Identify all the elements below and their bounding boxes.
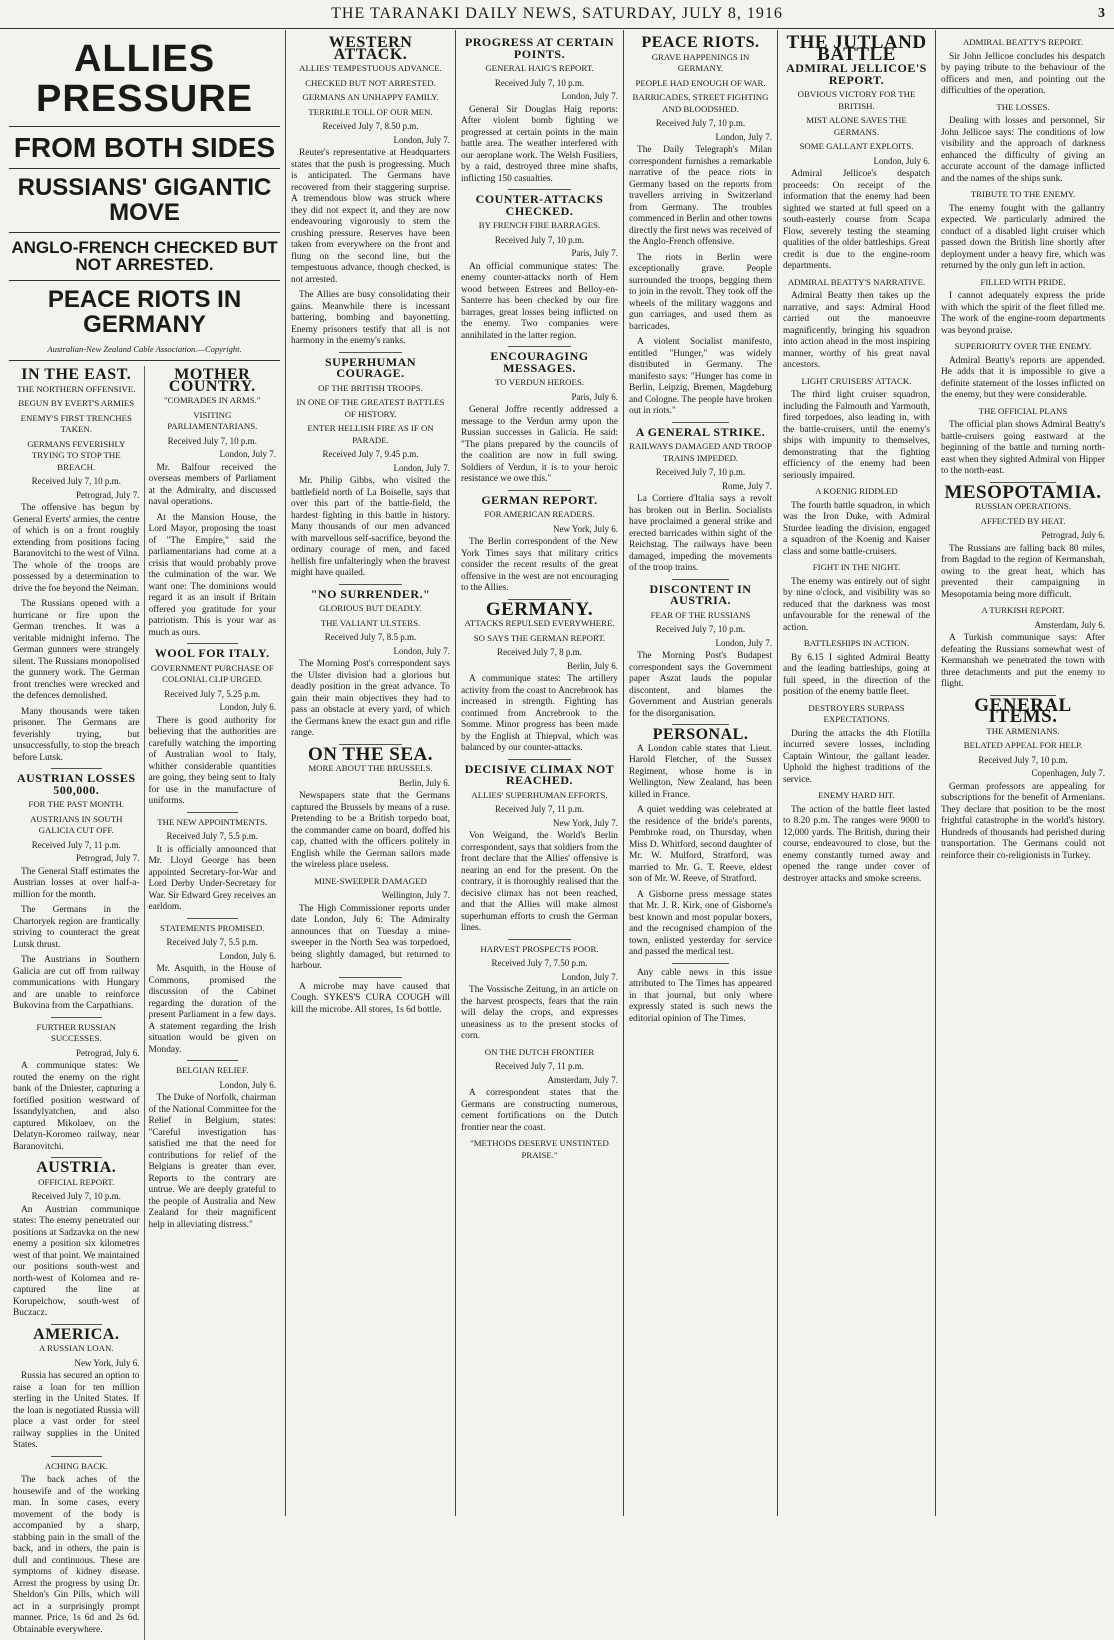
article-paragraph: The third light cruiser squadron, including the Falmouth and Yarmouth, fired torpedoes, also leading in, with the battle-cruisers, until the enemy's ships with impunity to themselves, demonstrating that the fighting efficiency of the enemy had been seriously impaired.	[783, 390, 930, 481]
subheading: DESTROYERS SURPASS EXPECTATIONS.	[808, 702, 905, 724]
divider	[508, 346, 571, 347]
dateline: Wellington, July 7.	[381, 890, 450, 900]
subheading: BEGUN BY EVERT'S ARMIES	[18, 398, 135, 409]
subheading: OF THE BRITISH TROOPS.	[318, 382, 423, 393]
dateline: London, July 7.	[715, 131, 772, 142]
advertisement-text: A microbe may have caused that Cough. SYKES'S CURA COUGH will kill the microbe. All stores, 1s 6d bottle.	[291, 981, 450, 1015]
article-paragraph: Reuter's representative at Headquarters states that the push is progressing. Much is anticipated. The Germans have recovered from their staggering surprise. A tremendous blow was struck where they did not expect it, and they are now endeavouring vigorously to stem the crushing pressure. Reserves have been taken from everywhere on the front and flung on the second line, but the tempestuous advance, though checked, is not arrested.	[291, 148, 450, 285]
received-line: Received July 7, 8 p.m.	[497, 647, 582, 657]
subheading: THE NEW APPOINTMENTS.	[157, 816, 268, 827]
dateline: Amsterdam, July 6.	[1034, 619, 1105, 630]
article-paragraph: The General Staff estimates the Austrian losses at over half-a-million for the month.	[13, 866, 140, 900]
article-paragraph: A correspondent states that the Germans are constructing numerous, cement fortifications on the Dutch frontier near the coast.	[461, 1088, 618, 1133]
received-line: Received July 7, 10 p.m.	[31, 1191, 121, 1202]
headline-3: RUSSIANS' GIGANTIC MOVE	[17, 174, 272, 227]
subheading: MIST ALONE SAVES THE GERMANS.	[806, 115, 907, 137]
received-line: Received July 7, 10 p.m.	[655, 118, 746, 128]
received-line: Received July 7, 11 p.m.	[495, 804, 584, 814]
subheading: VISITING PARLIAMENTARIANS.	[167, 409, 258, 432]
article-paragraph: During the attacks the 4th Flotilla incurred severe losses, including Captain Wintour, the gallant leader. Uphold the highest traditions of the service.	[783, 728, 930, 785]
notice-text: Any cable news in this issue attributed to The Times has appeared in that journal, but only where expressly stated is such news the editorial opinion of The Times.	[629, 967, 772, 1024]
article-paragraph: A violent Socialist manifesto, entitled "Hunger," was widely distributed in Germany. The manifesto says: "Hunger has come in Berlin, Leipzig, Bremen, Magdeburg and Cologne. The people have broken out in riots."	[629, 337, 772, 416]
dateline: London, July 7.	[561, 971, 618, 982]
article-paragraph: The Germans in the Chartoryek region are frantically striving to counteract the great Lutsk thrust.	[13, 905, 140, 950]
dateline: London, July 7.	[393, 134, 450, 145]
article-paragraph: Admiral Beatty's reports are appended. He adds that it is impossible to give a definite statement of the losses inflicted on the enemy, but they were considerable.	[941, 355, 1105, 400]
dateline: London, July 6.	[219, 950, 276, 961]
received-line: Received July 7, 7.50 p.m.	[491, 958, 588, 968]
column-6	[936, 30, 1110, 1516]
divider	[672, 963, 729, 964]
divider	[9, 360, 280, 361]
lead-subcolumns	[9, 366, 280, 1640]
article-paragraph: The Duke of Norfolk, chairman of the National Committee for the Relief in Belgium, states: "Careful investigation has satisfied me that the need for contributions for relief of the Belgians is greater than ever. Reports to the contrary are untrue. We are deeply grateful to the people of Australia and New Zealand for their magnificent help in alleviating distress."	[148, 1093, 276, 1230]
dateline: Berlin, July 6.	[567, 660, 618, 671]
article-paragraph: Mr. Balfour received the overseas members of Parliament at the Admiralty, and discussed naval operations.	[148, 462, 276, 508]
subheading: TRIBUTE TO THE ENEMY.	[970, 189, 1076, 199]
section-title: GERMAN REPORT.	[481, 492, 598, 507]
subheading: PEOPLE HAD ENOUGH OF WAR.	[635, 77, 766, 88]
cable-credit: Australian-New Zealand Cable Association.—Copyright.	[47, 343, 242, 354]
subheading: THE OFFICIAL PLANS	[978, 405, 1068, 416]
subheading: ENTER HELLISH FIRE AS IF ON PARADE.	[307, 423, 434, 445]
article-paragraph: The High Commissioner reports under date London, July 6: The Admiralty announces that on Tuesday a mine-sweeper in the North Sea was torpedoed, being slightly damaged, but returned to harbour.	[291, 903, 450, 971]
subcolumn-mother-country	[145, 366, 281, 1640]
subheading: THE ARMENIANS.	[986, 725, 1060, 736]
article-paragraph: The riots in Berlin were exceptionally grave. People surrounded the troops, begging them to join in the revolt. They took off the wheels of the military waggons and gun carriages, and used them as barricades.	[629, 252, 772, 332]
subheading: OFFICIAL REPORT.	[38, 1176, 115, 1187]
article-paragraph: There is good authority for believing that the authorities are carefully watching the importing of Australian wool to Italy, whither considerable quantities are going, they being sent to Italy for use in the manufacture of uniforms.	[148, 715, 276, 807]
subheading: FOR AMERICAN READERS.	[484, 509, 595, 519]
column-3	[456, 30, 624, 1516]
subheading: A TURKISH REPORT.	[981, 605, 1065, 615]
article-paragraph: Von Weigand, the World's Berlin correspondent, says that soldiers from the front declare that the Allies' offensive is nearing an end for the present. On the contrary, it is thoroughly realised that the decisive climax has not been reached, and that the Allies will make almost superhuman efforts to crush the German lines.	[461, 831, 618, 933]
dateline: London, July 7.	[393, 645, 450, 656]
received-line: Received July 7, 10 p.m.	[978, 754, 1068, 765]
subheading: HARVEST PROSPECTS POOR.	[480, 943, 599, 954]
section-title: ADMIRAL JELLICOE'S REPORT.	[786, 61, 927, 87]
dateline: London, July 6.	[219, 702, 276, 713]
subheading: RUSSIAN OPERATIONS.	[975, 501, 1071, 511]
subheading: FEAR OF THE RUSSIANS	[650, 609, 751, 620]
section-title: GENERAL ITEMS.	[974, 694, 1072, 727]
article-paragraph: The Russians are falling back 80 miles, from Bagdad to the region of Kermanshah, owing to the great heat, which has prevented their campaigning in Mesopotamia being more difficult.	[941, 543, 1105, 600]
section-title: AUSTRIA.	[36, 1159, 117, 1177]
divider	[51, 768, 102, 769]
article-paragraph: The offensive has begun by General Everts' armies, the centre of which is on a front roughly extending from positions facing Baranovitchi to the west of Vilna. The whole of the troops are possessed by a determination to drive the foe beyond the Neiman.	[13, 503, 140, 594]
dateline: London, July 7.	[561, 91, 618, 101]
article-paragraph: La Corriere d'Italia says a revolt has broken out in Berlin. Socialists have proclaimed a general strike and erected barricades within sight of the Reichstag. The railways have been damaged, impeding the movements of the troop trains.	[629, 494, 772, 573]
article-paragraph: A quiet wedding was celebrated at the residence of the bride's parents, Pembroke road, on Thursday, when Miss D. Whitford, second daughter of Mr. W. Mulford, Stratford, was married to Mr. G. T. Reeve, eldest son of Mr. W. Reeve, of Stratford.	[629, 805, 772, 884]
subheading: TO VERDUN HEROES.	[495, 377, 584, 387]
article-paragraph: Mr. Asquith, in the House of Commons, promised the discussion of the Cabinet regarding the duration of the present Parliament in a few days. A statement regarding the Irish situation would be given on Monday.	[148, 964, 276, 1055]
dateline: Petrograd, July 6.	[76, 1047, 140, 1058]
section-title: AMERICA.	[33, 1325, 120, 1343]
received-line: Received July 7, 10 p.m.	[494, 77, 585, 88]
subheading: BARRICADES, STREET FIGHTING AND BLOODSHED.	[632, 92, 769, 114]
divider	[51, 1017, 102, 1018]
section-title: AUSTRIAN LOSSES 500,000.	[16, 771, 136, 797]
divider	[187, 918, 238, 919]
divider	[9, 126, 280, 127]
column-4	[624, 30, 778, 1516]
dateline: New York, July 6.	[552, 523, 618, 534]
section-title: SUPERHUMAN COURAGE.	[325, 354, 416, 380]
received-line: Received July 7, 10 p.m.	[655, 624, 746, 634]
article-paragraph: General Joffre recently addressed a message to the Verdun army upon the Russian successes in Galicia. He said: "The plans prepared by the councils of the coalition are now in full swing. Soldiers of Verdun, it is to your heroic resistance we owe this."	[461, 405, 618, 484]
page-number: 3	[1098, 6, 1106, 21]
article-paragraph: The Vossische Zeitung, in an article on the harvest prospects, fears that the rain will delay the crops, and expresses uneasiness as to the present stocks of corn.	[461, 985, 618, 1041]
received-line: Received July 7, 11 p.m.	[495, 1061, 584, 1071]
received-line: Received July 7, 5.5 p.m.	[166, 937, 258, 948]
dateline: Petrograd, July 6.	[1041, 530, 1105, 540]
divider	[672, 422, 729, 423]
section-title: ON THE SEA.	[308, 743, 433, 765]
article-paragraph: The Russians opened with a hurricane or fire upon the German trenches. It was a veritable midnight inferno. The German gunners were strangely silent. The Russians monopolised the gunnery work. The German front trenches were wrecked and the defences demolished.	[13, 599, 140, 702]
section-title: COUNTER-ATTACKS CHECKED.	[475, 192, 604, 218]
article-paragraph: German professors are appealing for subscriptions for the benefit of Armenians. They declare that position to be the most frightful catastrophe in the world's history. Hundreds of thousands had perished during transportation. The Germans could not reinforce their co-religionists in Turkey.	[941, 781, 1105, 861]
divider	[9, 280, 280, 281]
subheading: GOVERNMENT PURCHASE OF COLONIAL CLIP URGED.	[150, 662, 274, 685]
received-line: Received July 7, 10 p.m.	[494, 234, 585, 245]
section-title: MESOPOTAMIA.	[944, 481, 1102, 503]
received-line: Received July 7, 8.5 p.m.	[324, 632, 417, 642]
subheading: BELATED APPEAL FOR HELP.	[963, 740, 1083, 750]
divider	[51, 1157, 102, 1158]
article-paragraph: The Allies are busy consolidating their gains. Meanwhile there is incessant battering, bombing and bayonetting. Enemy prisoners testify that all is not harmony in the enemy's ranks.	[291, 290, 450, 346]
subheading: BATTLESHIPS IN ACTION.	[803, 638, 910, 648]
dateline: London, July 7.	[393, 462, 450, 473]
article-paragraph: A communique states: We routed the enemy on the right bank of the Dniester, capturing a fortified position westward of Issandylyatchen, and also captured Mikolaev, on the Delatyn-Koromeo railway, near Baranovitchi.	[13, 1061, 140, 1152]
divider	[508, 759, 571, 760]
subheading: "COMRADES IN ARMS."	[164, 395, 261, 406]
subheading: THE LOSSES.	[996, 101, 1050, 112]
divider	[339, 977, 403, 978]
article-paragraph: Admiral Jellicoe's despatch proceeds: On receipt of the information that the enemy had been sighted we started at full speed on a south-easterly course from Scapa Flow, severely testing the steaming qualities of the older battleships. Great credit is due to the engine-room departments.	[783, 169, 930, 271]
subheading: A RUSSIAN LOAN.	[38, 1343, 114, 1354]
subheading: ALLIES' TEMPESTUOUS ADVANCE.	[299, 63, 442, 73]
article-paragraph: A Gisborne press message states that Mr. J. R. Kirk, one of Gisborne's best known and most popular boxers, and the recognised champion of the town, enlisted yesterday for service and passed the medical test.	[629, 889, 772, 957]
dateline: Paris, July 6.	[571, 391, 618, 402]
article-paragraph: Mr. Philip Gibbs, who visited the battlefield north of La Boiselle, says that over this part of the battle-field, the hardest fighting in this battle in history. Many thousands of our men advanced with marvellous self-sacrifice, beyond the ordinary courage of men, and faced hellish fire unfalteringly when the bravest might have quailed.	[291, 476, 450, 578]
dateline: Paris, July 7.	[571, 248, 618, 258]
article-paragraph: A communique states: The artillery activity from the coast to Ancrebrook has increased in strength. Fighting has continued from Ancrebrook to the Somme. Minor progress has been made by the English at Thiepval, which was balanced by our counter-attacks.	[461, 674, 618, 753]
subheading: SO SAYS THE GERMAN REPORT.	[473, 632, 606, 643]
article-paragraph: An official communique states: The enemy counter-attacks north of Hem wood between Estrees and Belloy-en-Santerre has been checked by our fire barrages, great losses being inflicted on the enemy. Two companies were annihilated in the latter region.	[461, 261, 618, 341]
subheading: ON THE DUTCH FRONTIER	[484, 1046, 595, 1057]
article-paragraph: A Turkish communique says: After defeating the Russians somewhat west of Kermanshah we penetrated the town with three detachments and put the enemy to flight.	[941, 633, 1105, 689]
article-paragraph: Newspapers state that the Germans captured the Brussels by means of a ruse. Pretending to be a British torpedo boat, the commander came on board, doffed his cap, chatted with the officers politely in English while the German sailors made the wireless place useless.	[291, 791, 450, 870]
subheading: A KOENIG RIDDLED	[815, 486, 898, 496]
received-line: Received July 7, 5.5 p.m.	[166, 831, 258, 842]
subheading: AUSTRIANS IN SOUTH GALICIA CUT OFF.	[30, 813, 123, 836]
article-paragraph: It is officially announced that Mr. Lloyd George has been appointed Secretary-for-War and Lord Derby Under-Secretary for War. Sir Edward Grey receives an earldom.	[148, 844, 276, 913]
article-paragraph: The Morning Post's correspondent says the Ulster division had a glorious but deadly position in the great advance. To gain their main objectives they had to pass an obstacle at every yard, of which the Germans knew the exact gun and rifle range.	[291, 659, 450, 738]
subheading: ADMIRAL BEATTY'S NARRATIVE.	[787, 276, 926, 287]
article-paragraph: The enemy was entirely out of sight by nine o'clock, and visibility was so reduced that the darkness was most unfavourable for the renewal of the action.	[783, 576, 930, 633]
headline-5: PEACE RIOTS IN GERMANY	[47, 286, 242, 339]
subheading: GERMANS FEVERISHLY TRYING TO STOP THE BREACH.	[27, 438, 126, 472]
subheading: ENEMY HARD HIT.	[818, 790, 895, 800]
section-title: ENCOURAGING MESSAGES.	[490, 349, 589, 375]
subheading: GENERAL HAIG'S REPORT.	[485, 63, 594, 73]
divider	[187, 812, 238, 813]
section-title: PERSONAL.	[652, 726, 749, 743]
received-line: Received July 7, 5.25 p.m.	[164, 688, 261, 699]
article-paragraph: The Morning Post's Budapest correspondent says the Government paper Aszat lauds the popular discontent, and blames the Government and Austrian generals for the disorganisation.	[629, 651, 772, 719]
section-title: A GENERAL STRIKE.	[635, 424, 766, 439]
subheading: ALLIES' SUPERHUMAN EFFORTS.	[471, 789, 608, 800]
article-paragraph: A London cable states that Lieut. Harold Fletcher, of the Sussex Regiment, whose home is in Wellington, New Zealand, has been killed in France.	[629, 743, 772, 800]
headline-main: ALLIES PRESSURE	[35, 38, 254, 120]
subheading: BELGIAN RELIEF.	[176, 1065, 249, 1076]
divider	[672, 579, 729, 580]
advertisement-text: The back aches of the housewife and of the working man. In some cases, every movement of the body is accompanied by a sharp, stabbing pain in the small of the back, and in others, the pain is dull and continuous. These are symptoms of kidney disease. Arrest the progress by using Dr. Sheldon's Gin Pills, which will act in a surprisingly prompt manner. Price, 1s 6d and 2s 6d. Obtainable everywhere.	[13, 1475, 140, 1635]
subheading: SUPERIORITY OVER THE ENEMY.	[954, 341, 1092, 351]
subheading: RAILWAYS DAMAGED AND TROOP TRAINS IMPEDED.	[629, 441, 772, 463]
section-title: GERMANY.	[485, 598, 594, 620]
received-line: Received July 7, 9.45 p.m.	[322, 449, 419, 459]
dateline: London, July 7.	[219, 449, 276, 460]
subheading: AFFECTED BY HEAT.	[980, 515, 1066, 526]
subcolumn-east	[9, 366, 145, 1640]
article-paragraph: The official plan shows Admiral Beatty's battle-cruisers going eastward at the beginning of the battle and turning north-east when they sighted Admiral von Hipper to the north-east.	[941, 420, 1105, 476]
divider	[508, 939, 571, 940]
subheading: OBVIOUS VICTORY FOR THE BRITISH.	[797, 89, 916, 111]
section-title: PEACE RIOTS.	[641, 34, 760, 51]
headline-2: FROM BOTH SIDES	[13, 131, 276, 163]
divider	[339, 584, 403, 585]
subheading: MINE-SWEEPER DAMAGED	[314, 875, 427, 886]
section-title: IN THE EAST.	[21, 366, 132, 384]
divider	[9, 168, 280, 169]
subheading: GERMANS AN UNHAPPY FAMILY.	[302, 92, 439, 102]
dateline: New York, July 7.	[552, 817, 618, 828]
subheading: FOR THE PAST MONTH.	[28, 799, 125, 810]
subheading: THE VALIANT ULSTERS.	[320, 617, 421, 628]
received-line: Received July 7, 10 p.m.	[655, 467, 746, 477]
article-paragraph: By 6.15 I sighted Admiral Beatty and the leading battleships, going at full speed, in the direction of the position of the enemy battle fleet.	[783, 652, 930, 697]
subheading: GRAVE HAPPENINGS IN GERMANY.	[651, 51, 750, 73]
article-paragraph: The action of the battle fleet lasted to 8.20 p.m. The ranges were 9000 to 12,000 yards. The British, during their course, endeavoured to close, but the enemy constantly turned away and opened the range under cover of destroyer attacks and smoke screens.	[783, 804, 930, 884]
column-1	[4, 30, 286, 1635]
article-paragraph: The Berlin correspondent of the New York Times says that military critics consider the recent results of the great offensive in the west are not encouraging to the Allies.	[461, 537, 618, 593]
column-2	[286, 30, 456, 1516]
dateline: London, July 6.	[873, 155, 930, 166]
article-paragraph: Many thousands were taken prisoner. The Germans are feverishly trying, but unsuccessfully, to stop the breach before Lutsk.	[13, 706, 140, 763]
masthead	[0, 0, 1114, 29]
subheading: ADMIRAL BEATTY'S REPORT.	[962, 37, 1084, 47]
subheading: GLORIOUS BUT DEADLY.	[319, 603, 422, 613]
subheading: FIGHT IN THE NIGHT.	[812, 562, 901, 572]
subheading: IN ONE OF THE GREATEST BATTLES OF HISTORY.	[296, 397, 445, 419]
subheading: STATEMENTS PROMISED.	[160, 922, 265, 933]
divider	[508, 189, 571, 190]
subheading: ENEMY'S FIRST TRENCHES TAKEN.	[20, 412, 132, 435]
subheading: MORE ABOUT THE BRUSSELS.	[308, 763, 433, 773]
dateline: Petrograd, July 7.	[76, 489, 140, 500]
article-paragraph: The Austrians in Southern Galicia are cut off from railway communications with Hungary and are unable to reinforce Bukovina from the Carpathians.	[13, 955, 140, 1012]
article-paragraph: Sir John Jellicoe concludes his despatch by paying tribute to the behaviour of the officers and men, and pointing out the difficulties of the operation.	[941, 51, 1105, 96]
article-paragraph: The Daily Telegraph's Milan correspondent furnishes a remarkable narrative of the peace riots in Germany based on the reports from travellers arriving in Switzerland from Germany. The troubles commenced in Berlin and other towns directly the first news was received of the Anglo-French offensive.	[629, 145, 772, 247]
headline-4: ANGLO-FRENCH CHECKED BUT NOT ARRESTED.	[11, 237, 278, 275]
section-title: DISCONTENT IN AUSTRIA.	[649, 581, 752, 607]
subheading: THE NORTHERN OFFENSIVE.	[17, 383, 136, 394]
article-paragraph: Russia has secured an option to raise a loan for ten million sterling in the United States. If the loan is negotiated Russia will place a vast order for steel railway supplies in the United States.	[13, 1371, 140, 1451]
dateline: Berlin, July 6.	[399, 777, 450, 788]
subheading: CHECKED BUT NOT ARRESTED.	[305, 77, 436, 88]
divider	[51, 1324, 102, 1325]
section-title: "NO SURRENDER."	[310, 586, 431, 601]
section-title: PROGRESS AT CERTAIN POINTS.	[464, 35, 615, 61]
divider	[339, 352, 403, 353]
columns	[4, 30, 1110, 1635]
subheading: ACHING BACK.	[44, 1460, 108, 1471]
article-paragraph: General Sir Douglas Haig reports: After violent bomb fighting we progressed at certain points in the main battle area. The weather interfered with our aeroplane work. The Welsh Fusiliers, by a raid, destroyed three mine shafts, inflicting 150 casualties.	[461, 104, 618, 184]
dateline: Rome, July 7.	[721, 480, 772, 491]
received-line: Received July 7, 10 p.m.	[31, 476, 121, 487]
subheading: FURTHER RUSSIAN SUCCESSES.	[36, 1021, 116, 1044]
subheading: BY FRENCH FIRE BARRAGES.	[478, 220, 601, 230]
dateline: Petrograd, July 7.	[76, 853, 140, 864]
divider	[51, 1456, 102, 1457]
section-title: MOTHER COUNTRY.	[168, 366, 256, 395]
dateline: Copenhagen, July 7.	[1031, 768, 1105, 778]
column-5	[778, 30, 936, 1516]
dateline: London, July 6.	[219, 1079, 276, 1090]
article-paragraph: At the Mansion House, the Lord Mayor, proposing the toast of "The Empire," said the parliamentarians had come at a crisis that would probably prove the culmination of the war. We want one: The dominions would regard it as an insult if Britain offered you gratitude for your patriotism. This is your war as much as ours.	[148, 512, 276, 638]
dateline: London, July 7.	[715, 637, 772, 648]
received-line: Received July 7, 11 p.m.	[31, 839, 121, 850]
divider	[672, 724, 729, 725]
section-title: THE JUTLAND BATTLE	[786, 32, 927, 65]
subheading: LIGHT CRUISERS' ATTACK.	[801, 375, 912, 386]
dateline: New York, July 6.	[74, 1357, 140, 1368]
article-paragraph: The enemy fought with the gallantry expected. We particularly admired the conduct of a disabled light cruiser which passed down the British line shortly after deployment under a heavy fire, which was returned by the only gun left in action.	[941, 203, 1105, 271]
subheading: TERRIBLE TOLL OF OUR MEN.	[308, 106, 433, 117]
subheading: SOME GALLANT EXPLOITS.	[799, 141, 914, 151]
divider	[9, 232, 280, 233]
section-title: WOOL FOR ITALY.	[154, 646, 270, 661]
divider	[508, 490, 571, 491]
received-line: Received July 7, 10 p.m.	[167, 435, 257, 446]
article-paragraph: Dealing with losses and personnel, Sir John Jellicoe says: The conditions of low visibility and the approach of darkness enhanced the difficulty of giving an accurate account of the damage inflicted and the names of the ships sunk.	[941, 116, 1105, 184]
section-title: DECISIVE CLIMAX NOT REACHED.	[464, 761, 615, 787]
subheading: ATTACKS REPULSED EVERYWHERE.	[464, 618, 615, 628]
divider	[187, 1060, 238, 1061]
subheading: "METHODS DESERVE UNSTINTED PRAISE."	[470, 1138, 609, 1160]
article-paragraph: The fourth battle squadron, in which was the Iron Duke, with Admiral Sturdee leading the division, engaged a squadron of the Koenig and Kaiser class and some battle-cruisers.	[783, 500, 930, 557]
article-paragraph: I cannot adequately express the pride with which the spirit of the fleet filled me. The work of the engine-room departments was beyond praise.	[941, 291, 1105, 336]
masthead-text: THE TARANAKI DAILY NEWS, SATURDAY, JULY 8, 1916	[331, 5, 783, 22]
subheading: FILLED WITH PRIDE.	[980, 276, 1066, 287]
section-title: WESTERN ATTACK.	[328, 34, 413, 63]
dateline: Amsterdam, July 7.	[547, 1074, 618, 1085]
article-paragraph: Admiral Beatty then takes up the narrative, and says: Admiral Hood carried out the manoeuvre magnificently, bringing his squadron into action ahead in the most inspiring manner, worthy of his great naval ancestors.	[783, 291, 930, 370]
divider	[187, 643, 238, 644]
article-paragraph: An Austrian communique states: The enemy penetrated our positions at Sadzavka on the new enemy a position six kilometres west of that point. We maintained our positions south-west and north-west of Kolomea and re-captured the line at Korupelchow, south-west of Buczacz.	[13, 1204, 140, 1319]
received-line: Received July 7, 8.50 p.m.	[322, 121, 419, 131]
